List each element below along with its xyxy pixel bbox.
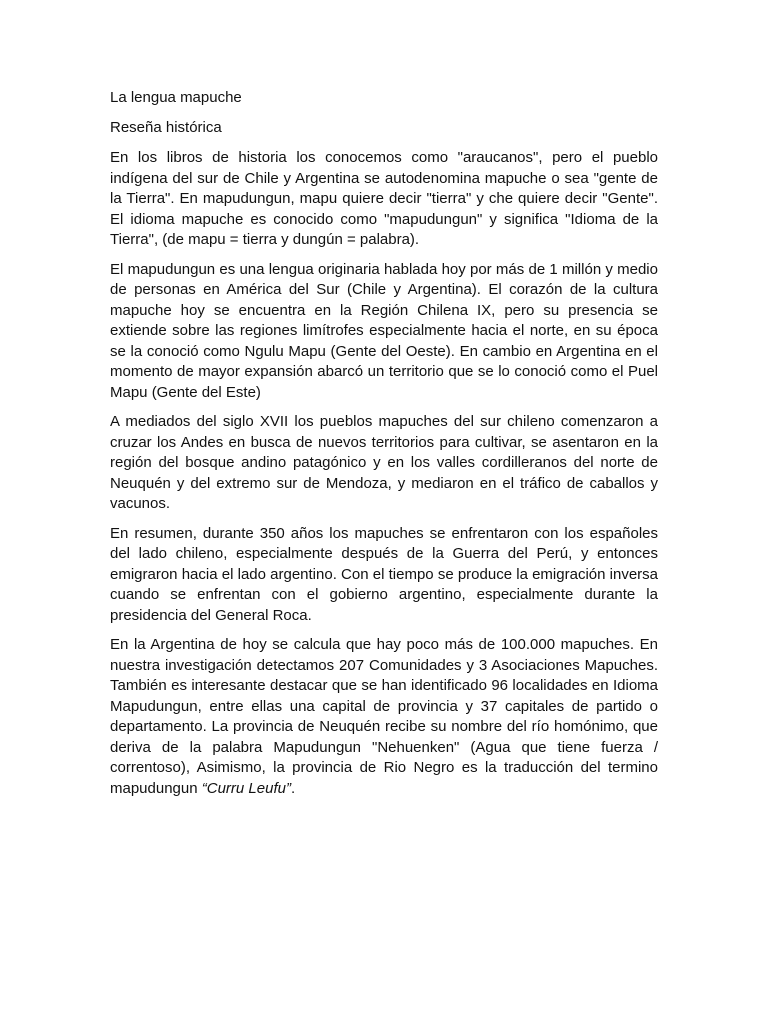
- document-title: La lengua mapuche: [110, 89, 242, 106]
- paragraph-2: El mapudungun es una lengua originaria hablada hoy por más de 1 millón y medio de personas en América del Sur (Chile y Argentina). El corazón de la cultura mapuche hoy se encuentra en la Región Chilena IX, pero su presencia se extiende sobre las regiones limítrofes especialmente hacia el norte, en su época se la conoció como Ngulu Mapu (Gente del Oeste). En cambio en Argentina en el momento de mayor expansión abarcó un territorio que se lo conoció como el Puel Mapu (Gente del Este): [110, 260, 658, 401]
- paragraph-5-italic-term: “Curru Leufu”: [201, 779, 291, 797]
- paragraph-5-end: .: [290, 779, 296, 797]
- document-subtitle: Reseña histórica: [110, 119, 222, 136]
- paragraph-1: En los libros de historia los conocemos como "araucanos", pero el pueblo indígena del sur de Chile y Argentina se autodenomina mapuche o sea "gente de la Tierra". En mapudungun, mapu quiere decir "tierra" y che quiere decir "Gente". El idioma mapuche es conocido como "mapudungun" y significa "Idioma de la Tierra", (de mapu = tierra y dungún = palabra).: [110, 149, 658, 248]
- paragraph-5: [110, 635, 658, 799]
- paragraph-4: En resumen, durante 350 años los mapuches se enfrentaron con los españoles del lado chileno, especialmente después de la Guerra del Perú, y entonces emigraron hacia el lado argentino. Con el tiempo se produce la emigración inversa cuando se enfrentan con el gobierno argentino, especialmente durante la presidencia del General Roca.: [110, 524, 658, 624]
- paragraph-3: A mediados del siglo XVII los pueblos mapuches del sur chileno comenzaron a cruzar los Andes en busca de nuevos territorios para cultivar, se asentaron en la región del bosque andino patagónico y en los valles cordilleranos del norte de Neuquén y del extremo sur de Mendoza, y mediaron en el tráfico de caballos y vacunos.: [110, 413, 658, 512]
- document-page: [110, 88, 658, 808]
- paragraph-5-text: En la Argentina de hoy se calcula que hay poco más de 100.000 mapuches. En nuestra investigación detectamos 207 Comunidades y 3 Asociaciones Mapuches. También es interesante destacar que se han identificado 96 localidades en Idioma Mapudungun, entre ellas una capital de provincia y 37 capitales de partido o departamento. La provincia de Neuquén recibe su nombre del río homónimo, que deriva de la palabra Mapudungun "Nehuenken" (Agua que tiene fuerza / correntoso), Asimismo, la provincia de Rio Negro es la traducción del termino mapudungun: [110, 636, 658, 797]
